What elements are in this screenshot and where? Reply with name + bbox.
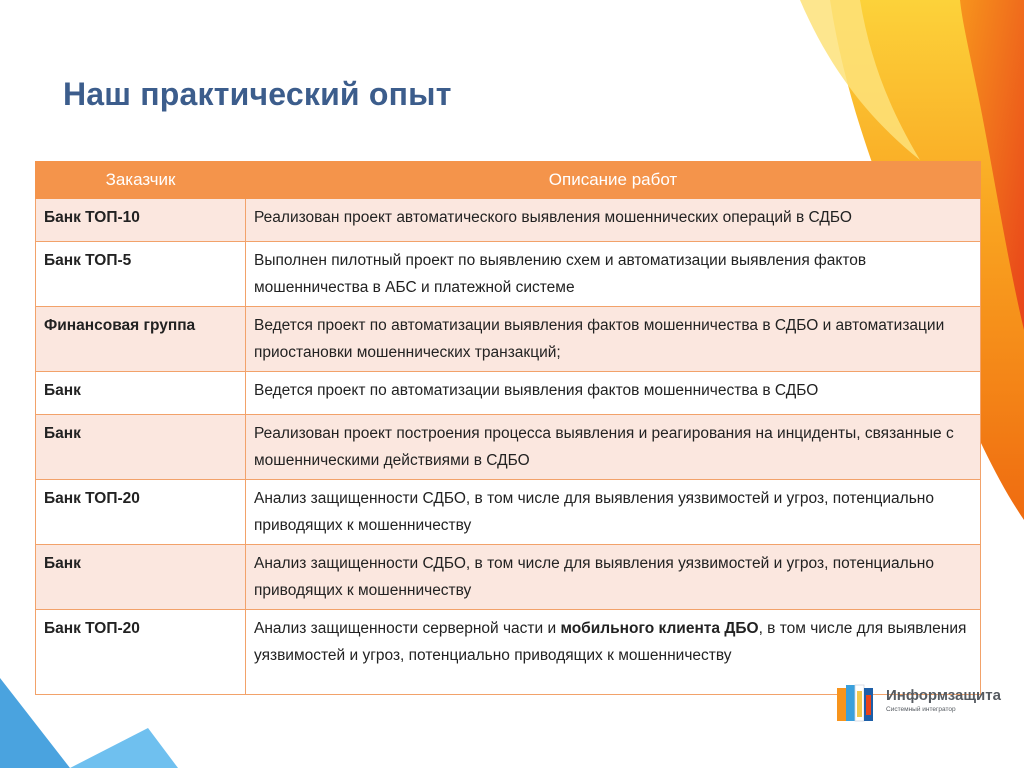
customer-cell: Банк ТОП-20	[36, 480, 246, 545]
description-cell: Выполнен пилотный проект по выявлению схем и автоматизации выявления фактов мошенничества в АБС и платежной системе	[246, 242, 981, 307]
table-row	[36, 610, 981, 695]
description-cell: Реализован проект автоматического выявления мошеннических операций в СДБО	[246, 199, 981, 242]
description-cell	[246, 610, 981, 695]
table-row	[36, 199, 981, 242]
description-text-post: , в том числе для выявления уязвимостей и угроз, потенциально приводящих к мошенничеству	[254, 620, 967, 664]
description-text-bold: мобильного клиента ДБО	[560, 620, 759, 637]
description-cell: Анализ защищенности СДБО, в том числе для выявления уязвимостей и угроз, потенциально приводящих к мошенничеству	[246, 480, 981, 545]
table-row	[36, 307, 981, 372]
works-table	[35, 161, 981, 695]
logo-name: Информзащита	[886, 687, 1001, 704]
customer-cell: Банк	[36, 372, 246, 415]
header-description: Описание работ	[246, 162, 981, 199]
page-title: Наш практический опыт	[63, 76, 452, 112]
table-row	[36, 415, 981, 480]
description-cell: Ведется проект по автоматизации выявления фактов мошенничества в СДБО	[246, 372, 981, 415]
blue-wedge-shape	[70, 728, 178, 768]
customer-cell: Финансовая группа	[36, 307, 246, 372]
customer-cell: Банк ТОП-20	[36, 610, 246, 695]
table-row	[36, 545, 981, 610]
company-logo	[836, 683, 1001, 725]
logo-mark-icon	[836, 683, 876, 723]
description-cell: Ведется проект по автоматизации выявления фактов мошенничества в СДБО и автоматизации приостановки мошеннических транзакций;	[246, 307, 981, 372]
table-row	[36, 480, 981, 545]
description-text-pre: Анализ защищенности серверной части и	[254, 620, 561, 637]
table-row	[36, 372, 981, 415]
table-row	[36, 242, 981, 307]
header-customer: Заказчик	[36, 162, 246, 199]
table-header-row	[36, 162, 981, 199]
description-cell: Анализ защищенности СДБО, в том числе для выявления уязвимостей и угроз, потенциально приводящих к мошенничеству	[246, 545, 981, 610]
logo-tagline: Системный интегратор	[886, 706, 956, 713]
customer-cell: Банк ТОП-10	[36, 199, 246, 242]
description-cell: Реализован проект построения процесса выявления и реагирования на инциденты, связанные с мошенническими действиями в СДБО	[246, 415, 981, 480]
customer-cell: Банк ТОП-5	[36, 242, 246, 307]
customer-cell: Банк	[36, 415, 246, 480]
customer-cell: Банк	[36, 545, 246, 610]
